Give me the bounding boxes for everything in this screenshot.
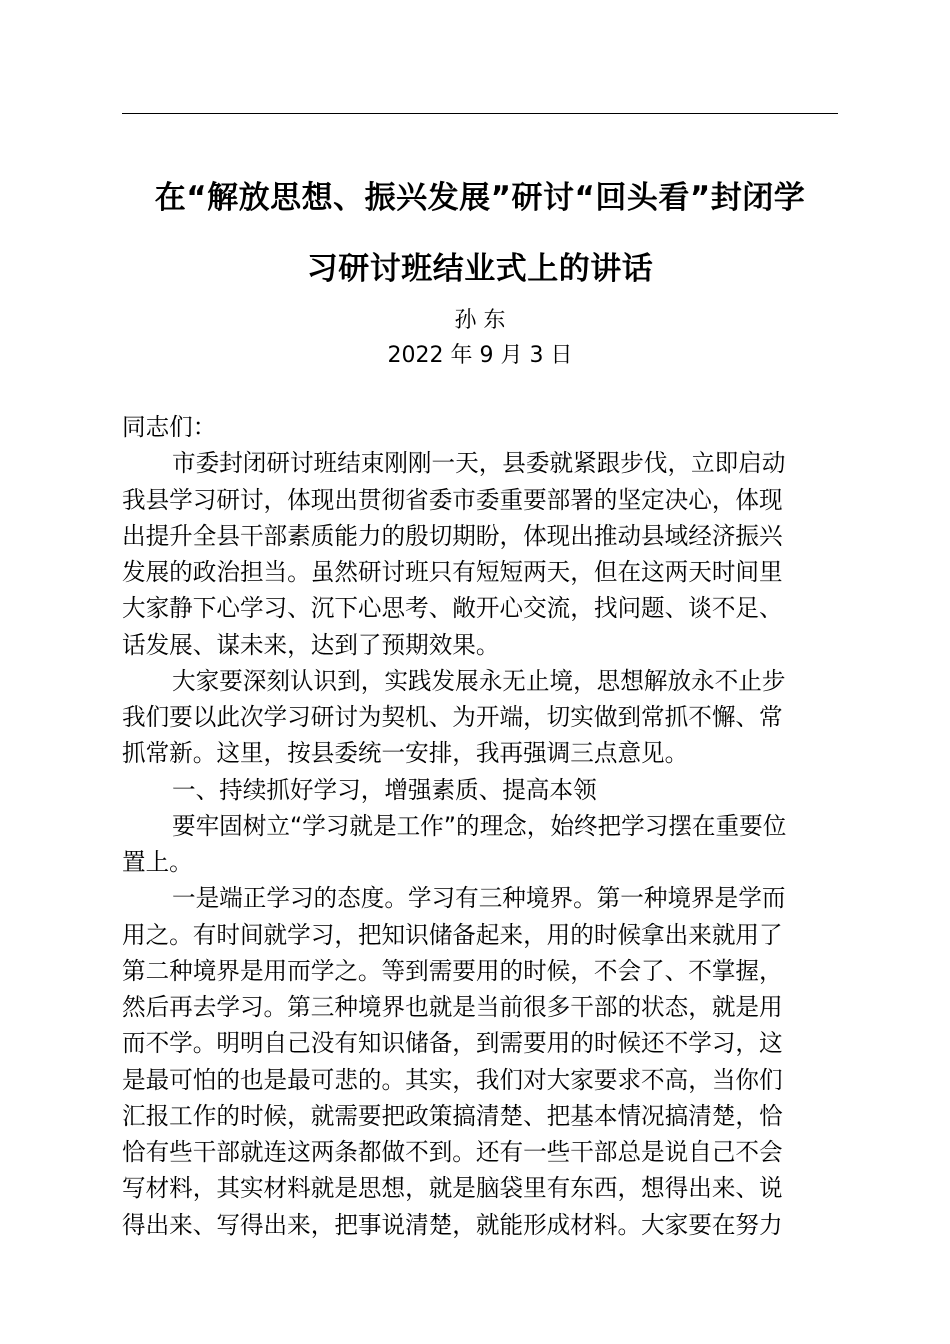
paragraph-2-line: 我们要以此次学习研讨为契机、为开端，切实做到常抓不懈、常: [122, 703, 783, 731]
paragraph-1-line: 发展的政治担当。虽然研讨班只有短短两天，但在这两天时间里: [122, 558, 783, 586]
paragraph-4-line: 是最可怕的也是最可悲的。其实，我们对大家要求不高，当你们: [122, 1065, 783, 1094]
paragraph-1-line: 市委封闭研讨班结束刚刚一天，县委就紧跟步伐，立即启动: [172, 449, 786, 478]
paragraph-4-line: 写材料，其实材料就是思想，就是脑袋里有东西，想得出来、说: [122, 1174, 783, 1203]
document-title-line-2: 习研讨班结业式上的讲话: [306, 251, 654, 287]
section-heading: 一、持续抓好学习，增强素质、提高本领: [172, 775, 597, 804]
paragraph-4-line: 一是端正学习的态度。学习有三种境界。第一种境界是学而: [172, 884, 786, 913]
paragraph-1-line: 出提升全县干部素质能力的殷切期盼，体现出推动县域经济振兴: [122, 521, 783, 550]
paragraph-4-line: 汇报工作的时候，就需要把政策搞清楚、把基本情况搞清楚，恰: [122, 1101, 783, 1130]
paragraph-2-line: 抓常新。这里，按县委统一安排，我再强调三点意见。: [122, 739, 689, 768]
paragraph-1-line: 话发展、谋未来，达到了预期效果。: [122, 630, 500, 659]
speech-body: [122, 409, 840, 1243]
paragraph-4-line: 用之。有时间就学习，把知识储备起来，用的时候拿出来就用了: [122, 920, 783, 949]
paragraph-4-line: 第二种境界是用而学之。等到需要用的时候，不会了、不掌握，: [122, 956, 783, 985]
document-title-line-1: 在“解放思想、振兴发展”研讨“回头看”封闭学: [154, 180, 806, 216]
salutation: 同志们：: [122, 413, 217, 441]
paragraph-4-line: 得出来、写得出来，把事说清楚，就能形成材料。大家要在努力: [122, 1210, 783, 1239]
paragraph-4-line: 而不学。明明自己没有知识储备，到需要用的时候还不学习，这: [122, 1029, 783, 1058]
paragraph-2-line: 大家要深刻认识到，实践发展永无止境，思想解放永不止步: [172, 666, 786, 695]
paragraph-4-line: 然后再去学习。第三种境界也就是当前很多干部的状态，就是用: [122, 993, 783, 1021]
paragraph-3-line: 置上。: [122, 848, 193, 876]
paragraph-4-line: 恰有些干部就连这两条都做不到。还有一些干部总是说自己不会: [122, 1138, 783, 1166]
header-rule: [122, 113, 838, 114]
author-name: 孙 东: [454, 308, 506, 333]
paragraph-3-line: 要牢固树立“学习就是工作”的理念，始终把学习摆在重要位: [172, 811, 787, 840]
paragraph-1-line: 大家静下心学习、沉下心思考、敞开心交流，找问题、谈不足、: [122, 594, 783, 623]
paragraph-1-line: 我县学习研讨，体现出贯彻省委市委重要部署的坚定决心，体现: [122, 485, 783, 514]
speech-date: 2022 年 9 月 3 日: [387, 343, 573, 368]
